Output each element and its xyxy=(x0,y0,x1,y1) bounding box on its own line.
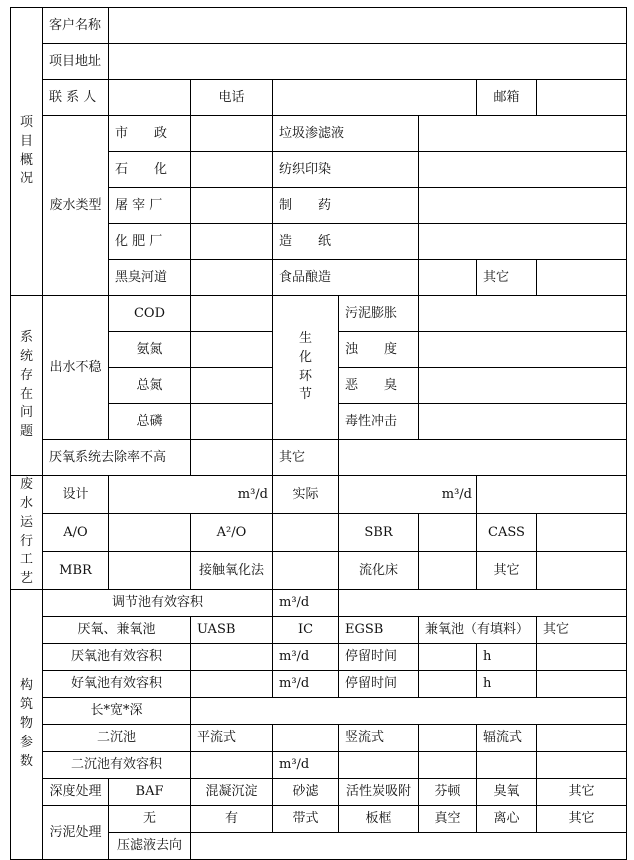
dimensions-label: 长*宽*深 xyxy=(43,698,191,725)
sludge-centrifuge[interactable]: 离心 xyxy=(477,806,537,833)
indicator-total-phosphorus-field[interactable] xyxy=(191,404,273,440)
process-mbr: MBR xyxy=(43,552,109,590)
section-process-label: 废 水 运 行 工 艺 xyxy=(11,476,43,590)
problems-other-label: 其它 xyxy=(273,440,339,476)
anaerobic-low-removal-field[interactable] xyxy=(191,440,273,476)
anaerobic-volume-field[interactable] xyxy=(191,644,273,671)
clarifier-volume-label: 二沉池有效容积 xyxy=(43,752,191,779)
phone-field[interactable] xyxy=(273,80,477,116)
type-textile-dyeing-field[interactable] xyxy=(419,152,627,188)
process-other-field[interactable] xyxy=(537,552,627,590)
email-field[interactable] xyxy=(537,80,627,116)
phone-label: 电话 xyxy=(191,80,273,116)
clarifier-vertical[interactable]: 竖流式 xyxy=(339,725,419,752)
advanced-other[interactable]: 其它 xyxy=(537,779,627,806)
project-survey-form xyxy=(10,7,627,860)
process-a2o: A²/O xyxy=(191,514,273,552)
indicator-total-nitrogen: 总氮 xyxy=(109,368,191,404)
anaerobic-facultative-label: 厌氧、兼氧池 xyxy=(43,617,191,644)
type-municipal-field[interactable] xyxy=(191,116,273,152)
anaerobic-type-other[interactable]: 其它 xyxy=(537,617,627,644)
process-other: 其它 xyxy=(477,552,537,590)
process-mbr-field[interactable] xyxy=(109,552,191,590)
clarifier-vertical-field[interactable] xyxy=(419,725,477,752)
project-address-label: 项目地址 xyxy=(43,44,109,80)
advanced-activated-carbon[interactable]: 活性炭吸附 xyxy=(339,779,419,806)
clarifier-horizontal[interactable]: 平流式 xyxy=(191,725,273,752)
type-petrochemical: 石 化 xyxy=(109,152,191,188)
aerobic-volume-label: 好氧池有效容积 xyxy=(43,671,191,698)
customer-name-field[interactable] xyxy=(109,8,627,44)
effluent-unstable-label: 出水不稳 xyxy=(43,296,109,440)
email-label: 邮箱 xyxy=(477,80,537,116)
problems-other-field[interactable] xyxy=(339,440,627,476)
advanced-sand-filter[interactable]: 砂滤 xyxy=(273,779,339,806)
sludge-treatment-label: 污泥处理 xyxy=(43,806,109,860)
anaerobic-retention-blank xyxy=(537,644,627,671)
type-textile-dyeing: 纺织印染 xyxy=(273,152,419,188)
type-other-field[interactable] xyxy=(537,260,627,296)
type-food-brewing: 食品酿造 xyxy=(273,260,419,296)
anaerobic-retention-unit: h xyxy=(477,644,537,671)
type-fertilizer: 化 肥 厂 xyxy=(109,224,191,260)
process-fluidized-bed-field[interactable] xyxy=(419,552,477,590)
clarifier-volume-blank-4 xyxy=(537,752,627,779)
actual-flow-label: 实际 xyxy=(273,476,339,514)
anaerobic-volume-label: 厌氧池有效容积 xyxy=(43,644,191,671)
issue-sludge-bulking-field[interactable] xyxy=(419,296,627,332)
sludge-belt[interactable]: 带式 xyxy=(273,806,339,833)
anaerobic-type-uasb[interactable]: UASB xyxy=(191,617,273,644)
section-problems-label: 系 统 存 在 问 题 xyxy=(11,296,43,476)
process-contact-oxidation-field[interactable] xyxy=(273,552,339,590)
contact-field[interactable] xyxy=(109,80,191,116)
contact-label: 联 系 人 xyxy=(43,80,109,116)
advanced-ozone[interactable]: 臭氧 xyxy=(477,779,537,806)
clarifier-volume-blank-2 xyxy=(419,752,477,779)
equalization-volume-unit: m³/d xyxy=(273,590,339,617)
dimensions-field[interactable] xyxy=(191,698,627,725)
issue-toxic-shock-field[interactable] xyxy=(419,404,627,440)
advanced-baf[interactable]: BAF xyxy=(109,779,191,806)
advanced-fenton[interactable]: 芬顿 xyxy=(419,779,477,806)
anaerobic-type-egsb[interactable]: EGSB xyxy=(339,617,419,644)
process-ao: A/O xyxy=(43,514,109,552)
advanced-coagulation[interactable]: 混凝沉淀 xyxy=(191,779,273,806)
equalization-volume-field[interactable] xyxy=(339,590,627,617)
aerobic-retention-label: 停留时间 xyxy=(339,671,419,698)
type-landfill-leachate-field[interactable] xyxy=(419,116,627,152)
anaerobic-volume-unit: m³/d xyxy=(273,644,339,671)
process-cass-field[interactable] xyxy=(537,514,627,552)
aerobic-retention-blank xyxy=(537,671,627,698)
sludge-plate-frame[interactable]: 板框 xyxy=(339,806,419,833)
clarifier-volume-field[interactable] xyxy=(191,752,273,779)
filtrate-destination-label: 压滤液去向 xyxy=(109,833,191,860)
process-fluidized-bed: 流化床 xyxy=(339,552,419,590)
type-other: 其它 xyxy=(477,260,537,296)
anaerobic-retention-field[interactable] xyxy=(419,644,477,671)
indicator-ammonia: 氨氮 xyxy=(109,332,191,368)
indicator-cod: COD xyxy=(109,296,191,332)
project-address-field[interactable] xyxy=(109,44,627,80)
aerobic-volume-unit: m³/d xyxy=(273,671,339,698)
biochem-stage-label: 生 化 环 节 xyxy=(273,296,339,440)
anaerobic-type-facultative-packed[interactable]: 兼氧池（有填料） xyxy=(419,617,537,644)
filtrate-destination-field[interactable] xyxy=(191,833,627,860)
issue-turbidity: 浊 度 xyxy=(339,332,419,368)
process-sbr: SBR xyxy=(339,514,419,552)
equalization-volume-label: 调节池有效容积 xyxy=(43,590,273,617)
type-municipal: 市 政 xyxy=(109,116,191,152)
process-sbr-field[interactable] xyxy=(419,514,477,552)
type-slaughterhouse-field[interactable] xyxy=(191,188,273,224)
clarifier-volume-unit: m³/d xyxy=(273,752,339,779)
issue-toxic-shock: 毒性冲击 xyxy=(339,404,419,440)
advanced-treatment-label: 深度处理 xyxy=(43,779,109,806)
issue-odor-field[interactable] xyxy=(419,368,627,404)
indicator-cod-field[interactable] xyxy=(191,296,273,332)
type-papermaking: 造 纸 xyxy=(273,224,419,260)
type-food-brewing-field[interactable] xyxy=(419,260,477,296)
design-flow-unit: m³/d xyxy=(109,476,273,514)
issue-turbidity-field[interactable] xyxy=(419,332,627,368)
anaerobic-low-removal-label: 厌氧系统去除率不高 xyxy=(43,440,191,476)
type-papermaking-field[interactable] xyxy=(419,224,627,260)
aerobic-retention-unit: h xyxy=(477,671,537,698)
process-ao-field[interactable] xyxy=(109,514,191,552)
type-landfill-leachate: 垃圾渗滤液 xyxy=(273,116,419,152)
sludge-other[interactable]: 其它 xyxy=(537,806,627,833)
section-overview-label: 项 目 概 况 xyxy=(11,8,43,296)
type-fertilizer-field[interactable] xyxy=(191,224,273,260)
section-structures-label: 构 筑 物 参 数 xyxy=(11,590,43,860)
clarifier-radial[interactable]: 辐流式 xyxy=(477,725,537,752)
type-slaughterhouse: 屠 宰 厂 xyxy=(109,188,191,224)
anaerobic-retention-label: 停留时间 xyxy=(339,644,419,671)
design-flow-label: 设计 xyxy=(43,476,109,514)
secondary-clarifier-label: 二沉池 xyxy=(43,725,191,752)
type-black-odorous-river: 黑臭河道 xyxy=(109,260,191,296)
flow-blank xyxy=(477,476,627,514)
clarifier-volume-blank-1 xyxy=(339,752,419,779)
actual-flow-unit: m³/d xyxy=(339,476,477,514)
type-pharmaceutical-field[interactable] xyxy=(419,188,627,224)
wastewater-type-label: 废水类型 xyxy=(43,116,109,296)
sludge-yes[interactable]: 有 xyxy=(191,806,273,833)
issue-sludge-bulking: 污泥膨胀 xyxy=(339,296,419,332)
process-a2o-field[interactable] xyxy=(273,514,339,552)
sludge-none[interactable]: 无 xyxy=(109,806,191,833)
clarifier-volume-blank-3 xyxy=(477,752,537,779)
anaerobic-type-ic[interactable]: IC xyxy=(273,617,339,644)
process-contact-oxidation: 接触氧化法 xyxy=(191,552,273,590)
type-petrochemical-field[interactable] xyxy=(191,152,273,188)
aerobic-retention-field[interactable] xyxy=(419,671,477,698)
type-black-odorous-river-field[interactable] xyxy=(191,260,273,296)
type-pharmaceutical: 制 药 xyxy=(273,188,419,224)
indicator-ammonia-field[interactable] xyxy=(191,332,273,368)
clarifier-radial-field[interactable] xyxy=(537,725,627,752)
aerobic-volume-field[interactable] xyxy=(191,671,273,698)
issue-odor: 恶 臭 xyxy=(339,368,419,404)
clarifier-horizontal-field[interactable] xyxy=(273,725,339,752)
customer-name-label: 客户名称 xyxy=(43,8,109,44)
process-cass: CASS xyxy=(477,514,537,552)
sludge-vacuum[interactable]: 真空 xyxy=(419,806,477,833)
indicator-total-nitrogen-field[interactable] xyxy=(191,368,273,404)
indicator-total-phosphorus: 总磷 xyxy=(109,404,191,440)
